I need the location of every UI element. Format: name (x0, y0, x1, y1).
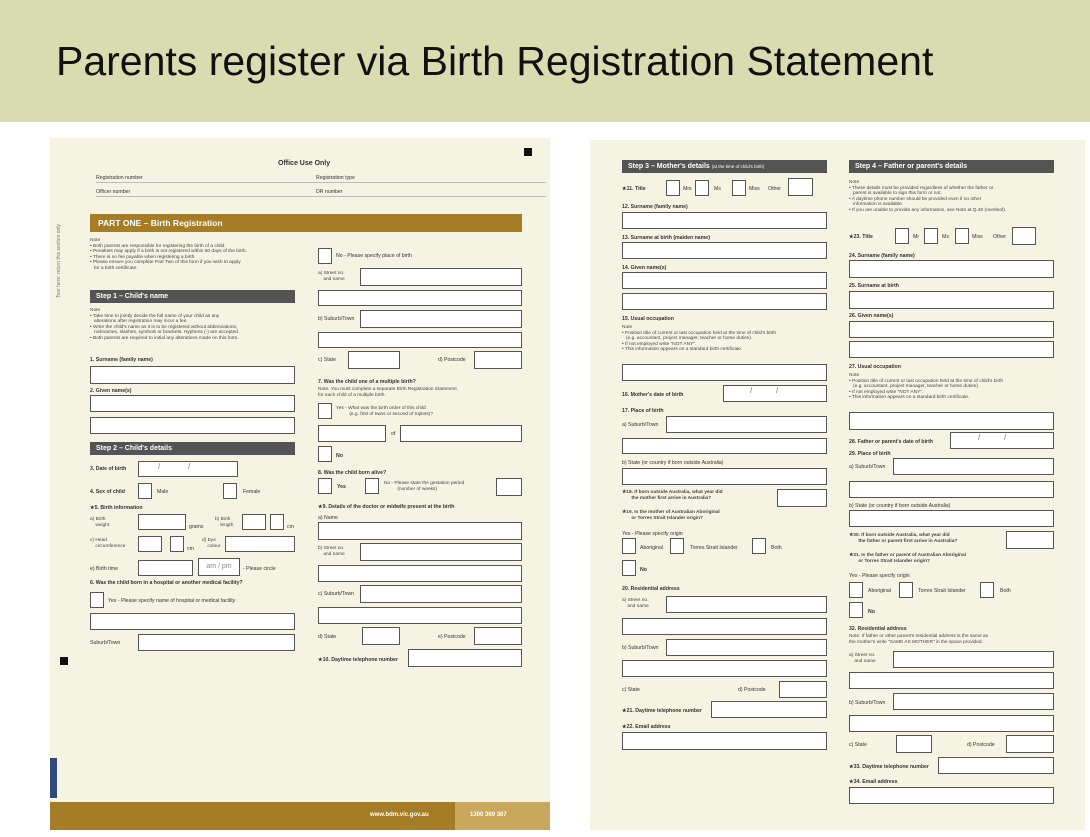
father-postcode-label: d) Postcode (967, 742, 995, 748)
place-suburb-field[interactable] (360, 310, 522, 328)
father-title-label: ★23. Title (849, 234, 873, 240)
mother-email-field[interactable] (622, 732, 827, 750)
father-occupation-field[interactable] (849, 412, 1054, 430)
alive-yes-label: Yes (337, 484, 346, 490)
father-aboriginal-label: Aboriginal (868, 588, 892, 594)
mother-phone-field[interactable] (711, 701, 827, 718)
father-ms-label: Ms (942, 234, 949, 240)
of-label: of (391, 431, 396, 437)
doctor-suburb-field-2[interactable] (318, 607, 522, 624)
mother-postcode-label: d) Postcode (738, 687, 766, 693)
mother-maiden-field[interactable] (622, 242, 827, 259)
father-street-field-2[interactable] (849, 672, 1054, 689)
mother-street-field-2[interactable] (622, 618, 827, 635)
office-use-heading: Office Use Only (278, 160, 331, 167)
hospital-yes-label: Yes - Please specify name of hospital or medical facility (108, 598, 236, 604)
multiple-birth-note: Note. You must complete a separate Birth Registration Statement for each child of a multiple birth. (318, 387, 457, 398)
father-street-label: a) Street no. and name (849, 653, 876, 664)
given-names-label: 2. Given name(s) (90, 388, 132, 394)
doctor-midwife-label: ★9. Details of the doctor or midwife present at the birth (318, 504, 455, 510)
father-phone-label: ★33. Daytime telephone number (849, 764, 929, 770)
miss-label: Miss (749, 186, 760, 192)
father-birth-surname-label: 25. Surname at birth (849, 283, 899, 289)
father-occupation-note: Note • Position title of current or last occupation held at the time of child's birth (e.g. accountant, project manager, teacher or home duties). • If not employed write "NOT ANY". • This information appears on a standard birth certificate. (849, 373, 1004, 401)
mother-phone-label: ★21. Daytime telephone number (622, 708, 702, 714)
birth-order-field[interactable] (318, 425, 386, 442)
father-dob-field[interactable] (950, 432, 1054, 449)
miss-checkbox[interactable] (732, 180, 746, 196)
birth-length-label: b) Birth length (215, 517, 234, 528)
alive-no-label: No - Please state the gestation period (number of weeks) (384, 481, 465, 492)
place-street-field[interactable] (360, 268, 522, 286)
eye-colour-field[interactable] (225, 536, 295, 552)
multiple-yes-checkbox[interactable] (318, 403, 332, 419)
place-street-label: a) Street no. and name (318, 271, 345, 282)
origin-no-label: No (640, 567, 647, 573)
step3-subtitle: (at the time of child's birth) (711, 164, 765, 169)
birth-weight-field[interactable] (138, 514, 186, 530)
dr-number-label: DR number (316, 189, 343, 195)
date-separator: / (978, 433, 981, 442)
registration-mark-icon (524, 148, 532, 156)
father-other-label: Other (993, 234, 1006, 240)
place-suburb-label: b) Suburb/Town (318, 316, 355, 322)
ms-label: Ms (714, 186, 721, 192)
hospital-name-field[interactable] (90, 613, 295, 630)
mother-suburb-field-2[interactable] (622, 660, 827, 677)
birth-length-field-1[interactable] (242, 514, 266, 530)
doctor-street-field-2[interactable] (318, 565, 522, 582)
mother-street-label: a) Street no. and name (622, 598, 649, 609)
cm-label: cm (187, 546, 194, 552)
mother-given-field-2[interactable] (622, 293, 827, 310)
hospital-question-label: 6. Was the child born in a hospital or another medical facility? (90, 580, 243, 586)
mother-arrival-label: ★18. If born outside Australia, what year did the mother first arrive in Australia? (622, 490, 723, 501)
father-birth-state-label: b) State (or country if born outside Australia) (849, 503, 951, 509)
father-given-label: 26. Given name(s) (849, 313, 894, 319)
alive-no-checkbox[interactable] (365, 478, 379, 494)
mother-birth-state-field[interactable] (622, 468, 827, 485)
father-surname-label: 24. Surname (family name) (849, 253, 915, 259)
multiple-no-checkbox[interactable] (318, 446, 332, 462)
father-occupation-label: 27. Usual occupation (849, 364, 901, 370)
mother-suburb-label: b) Suburb/Town (622, 645, 659, 651)
doctor-street-field[interactable] (360, 543, 522, 561)
father-birth-surname-field[interactable] (849, 291, 1054, 309)
step1-heading: Step 1 – Child's name (90, 290, 295, 303)
mother-state-label: c) State (622, 687, 640, 693)
mother-surname-field[interactable] (622, 212, 827, 229)
birth-length-field-2[interactable] (270, 514, 284, 530)
sex-label: 4. Sex of child (90, 489, 125, 495)
form-page-parents (590, 140, 1085, 830)
mother-given-label: 14. Given name(s) (622, 265, 667, 271)
male-checkbox[interactable] (138, 483, 152, 499)
father-tsi-label: Torres Strait Islander (918, 588, 966, 594)
other-label: Other (768, 186, 781, 192)
father-suburb-field[interactable] (893, 693, 1054, 710)
footer-phone: 1300 369 367 (470, 812, 507, 818)
father-address-note: Note. If father or other parent's residential address is the same as the mother's write "SAME AS MOTHER" in the space provided. (849, 634, 989, 645)
father-origin-yes-label: Yes - Please specify origin (849, 573, 910, 579)
doctor-name-field[interactable] (318, 522, 522, 540)
father-suburb-field-2[interactable] (849, 715, 1054, 732)
tear-here-note: Tear here: return this section only (56, 224, 62, 298)
father-origin-label: ★31. Is the father or parent of Australian Aboriginal or Torres Strait Islander origin? (849, 553, 966, 564)
birth-weight-label: a) Birth weight (90, 517, 110, 528)
father-other-field[interactable] (1012, 227, 1036, 245)
doctor-state-field[interactable] (362, 627, 400, 645)
step3-heading (622, 160, 827, 173)
doctor-phone-field[interactable] (408, 649, 522, 667)
mother-aboriginal-checkbox[interactable] (622, 538, 636, 554)
father-both-checkbox[interactable] (980, 582, 994, 598)
divider (96, 182, 546, 183)
father-postcode-field[interactable] (1006, 735, 1054, 753)
date-separator: / (158, 462, 161, 471)
circle-instruction: - Please circle (243, 566, 276, 572)
mother-birth-suburb-field[interactable] (666, 416, 827, 433)
page-edge-tab (50, 758, 57, 798)
no-place-checkbox[interactable] (318, 248, 332, 264)
birth-information-label: ★5. Birth information (90, 505, 143, 511)
doctor-postcode-field[interactable] (474, 627, 522, 645)
officer-number-label: Officer number (96, 189, 131, 195)
mother-title-label: ★11. Title (622, 186, 646, 192)
female-label: Female (243, 489, 261, 495)
multiple-no-label: No (336, 453, 343, 459)
am-pm-selector[interactable]: am / pm (198, 558, 240, 576)
mother-street-field[interactable] (666, 596, 827, 613)
registration-mark-icon (60, 657, 68, 665)
head-circumference-field-1[interactable] (138, 536, 162, 552)
father-tsi-checkbox[interactable] (899, 582, 913, 598)
father-birth-suburb-field-2[interactable] (849, 481, 1054, 498)
mother-occupation-label: 15. Usual occupation (622, 316, 674, 322)
head-circumference-field-2[interactable] (170, 536, 184, 552)
surname-field[interactable] (90, 366, 295, 384)
mother-given-field-1[interactable] (622, 272, 827, 289)
father-birth-suburb-label: a) Suburb/Town (849, 464, 886, 470)
mrs-label: Mrs (683, 186, 692, 192)
other-title-field[interactable] (788, 178, 813, 196)
mother-occupation-note: Note • Position title of current or last occupation held at the time of child's birth (e.g. accountant, project manager, teacher or home duties). • If not employed write "NOT ANY". • This information appears on a standard birth certificate. (622, 325, 777, 353)
female-checkbox[interactable] (223, 483, 237, 499)
mother-birthplace-label: 17. Place of birth (622, 408, 664, 414)
no-place-label: No - Please specify place of birth (336, 253, 412, 259)
father-origin-no-checkbox[interactable] (849, 602, 863, 618)
mrs-checkbox[interactable] (666, 180, 680, 196)
father-birth-state-field[interactable] (849, 510, 1054, 527)
place-postcode-label: d) Postcode (438, 357, 466, 363)
male-label: Male (157, 489, 169, 495)
both-label: Both (771, 545, 782, 551)
place-suburb-field-2[interactable] (318, 332, 522, 348)
hospital-suburb-field[interactable] (138, 634, 295, 651)
mother-tsi-checkbox[interactable] (670, 538, 684, 554)
birth-time-label: e) Birth time (90, 566, 118, 572)
mother-birth-suburb-label: a) Suburb/Town (622, 422, 659, 428)
tsi-label: Torres Strait Islander (690, 545, 738, 551)
part-one-heading: PART ONE – Birth Registration (90, 214, 522, 232)
father-suburb-label: b) Suburb/Town (849, 700, 886, 706)
mother-origin-yes-label: Yes - Please specify origin (622, 531, 683, 537)
doctor-suburb-field[interactable] (360, 585, 522, 603)
grams-label: grams (189, 524, 204, 530)
mother-suburb-field[interactable] (666, 639, 827, 656)
mother-dob-label: 16. Mother's date of birth (622, 392, 684, 398)
doctor-postcode-label: e) Postcode (438, 634, 466, 640)
father-miss-label: Miss (972, 234, 983, 240)
step4-heading: Step 4 – Father or parent's details (849, 160, 1054, 173)
step4-note: Note • These details must be provided regardless of whether the father or parent is available to sign this form or not. • A daytime phone number should be provided even if no other information is available. • If you are unable to provide any information, see Note at Q.40 (overleaf). (849, 180, 1007, 213)
step2-heading: Step 2 – Child's details (90, 442, 295, 455)
mother-both-checkbox[interactable] (752, 538, 766, 554)
mother-dob-field[interactable] (723, 385, 827, 402)
born-alive-label: 8. Was the child born alive? (318, 470, 387, 476)
eye-colour-label: d) Eye colour (202, 538, 221, 549)
step1-note: Note • Take time to jointly decide the full name of your child as any alterations after registration may incur a fee. • Write the child's name as it is to be registered without abbreviations, nicknames, slashes, symbols or brackets. Hyphens (-) are accepted. • Both parents are required to initial any alterations made on this form. (90, 308, 240, 341)
place-state-field[interactable] (348, 351, 400, 369)
date-separator: / (776, 386, 779, 395)
date-separator: / (1004, 433, 1007, 442)
hospital-suburb-label: Suburb/Town (90, 640, 121, 646)
mother-postcode-field[interactable] (779, 681, 827, 698)
step3-title: Step 3 – Mother's details (628, 163, 710, 170)
mother-origin-label: ★19. Is the mother of Australian Aboriginal or Torres Strait Islander origin? (622, 510, 720, 521)
place-state-label: c) State (318, 357, 336, 363)
alive-yes-checkbox[interactable] (318, 478, 332, 494)
father-birth-suburb-field[interactable] (893, 458, 1054, 475)
head-circumference-label: c) Head circumference (90, 538, 126, 549)
part-one-note: Note • Both parents are responsible for registering the birth of a child. • Penalties may apply if a birth is not registered within 60 days of the birth. • There is no fee payable when registering a birth. • Please ensure you complete Part Two of this form if you wish to apply for a birth certificate. (90, 238, 247, 271)
doctor-state-label: d) State (318, 634, 337, 640)
mother-address-label: 20. Residential address (622, 586, 680, 592)
father-birthplace-label: 29. Place of birth (849, 451, 891, 457)
father-arrival-field[interactable] (1006, 531, 1054, 549)
hospital-yes-checkbox[interactable] (90, 592, 104, 608)
date-separator: / (188, 462, 191, 471)
mother-email-label: ★22. Email address (622, 724, 671, 730)
birth-order-of-field[interactable] (400, 425, 522, 442)
father-given-field-2[interactable] (849, 341, 1054, 358)
father-state-label: c) State (849, 742, 867, 748)
registration-number-label: Registration number (96, 175, 143, 181)
surname-label: 1. Surname (family name) (90, 357, 153, 363)
mother-birth-suburb-field-2[interactable] (622, 438, 827, 454)
divider (96, 196, 546, 197)
mr-checkbox[interactable] (895, 228, 909, 244)
form-page-part-one (50, 138, 550, 830)
date-of-birth-label: 3. Date of birth (90, 466, 127, 472)
given-names-field-1[interactable] (90, 395, 295, 412)
father-both-label: Both (1000, 588, 1011, 594)
birth-time-field[interactable] (138, 560, 193, 576)
father-surname-field[interactable] (849, 260, 1054, 278)
date-separator: / (750, 386, 753, 395)
mother-surname-label: 12. Surname (family name) (622, 204, 688, 210)
multiple-yes-label: Yes - What was the birth order of this child (e.g. first of twins or second of triplets)? (336, 406, 434, 417)
doctor-street-label: b) Street no. and name (318, 546, 345, 557)
cm-label: cm (287, 524, 294, 530)
slide-title: Parents register via Birth Registration Statement (56, 38, 934, 84)
father-ms-checkbox[interactable] (924, 228, 938, 244)
father-state-field[interactable] (896, 735, 932, 753)
mr-label: Mr (913, 234, 920, 240)
registration-type-label: Registration type (316, 175, 355, 181)
father-miss-checkbox[interactable] (955, 228, 969, 244)
father-street-field[interactable] (893, 651, 1054, 668)
father-phone-field[interactable] (938, 757, 1054, 774)
father-given-field-1[interactable] (849, 321, 1054, 338)
aboriginal-label: Aboriginal (640, 545, 664, 551)
father-email-field[interactable] (849, 787, 1054, 804)
mother-origin-no-checkbox[interactable] (622, 560, 636, 576)
multiple-birth-label: 7. Was the child one of a multiple birth? (318, 379, 416, 385)
father-address-label: 32. Residential address (849, 626, 907, 632)
footer-website: www.bdm.vic.gov.au (370, 812, 429, 818)
given-names-field-2[interactable] (90, 417, 295, 434)
father-dob-label: 28. Father or parent's date of birth (849, 439, 933, 445)
ms-checkbox[interactable] (695, 180, 709, 196)
mother-occupation-field[interactable] (622, 364, 827, 381)
father-aboriginal-checkbox[interactable] (849, 582, 863, 598)
doctor-suburb-label: c) Suburb/Town (318, 591, 355, 597)
gestation-field[interactable] (496, 478, 522, 496)
mother-maiden-label: 13. Surname at birth (maiden name) (622, 235, 710, 241)
doctor-phone-label: ★10. Daytime telephone number (318, 657, 398, 663)
doctor-name-label: a) Name (318, 515, 338, 521)
father-origin-no-label: No (868, 609, 875, 615)
father-arrival-label: ★30. If born outside Australia, what year did the father or parent first arrive in Australia? (849, 533, 958, 544)
place-street-field-2[interactable] (318, 290, 522, 306)
place-postcode-field[interactable] (474, 351, 522, 369)
mother-arrival-field[interactable] (777, 489, 827, 507)
father-email-label: ★34. Email address (849, 779, 898, 785)
mother-birth-state-label: b) State (or country if born outside Australia) (622, 460, 724, 466)
